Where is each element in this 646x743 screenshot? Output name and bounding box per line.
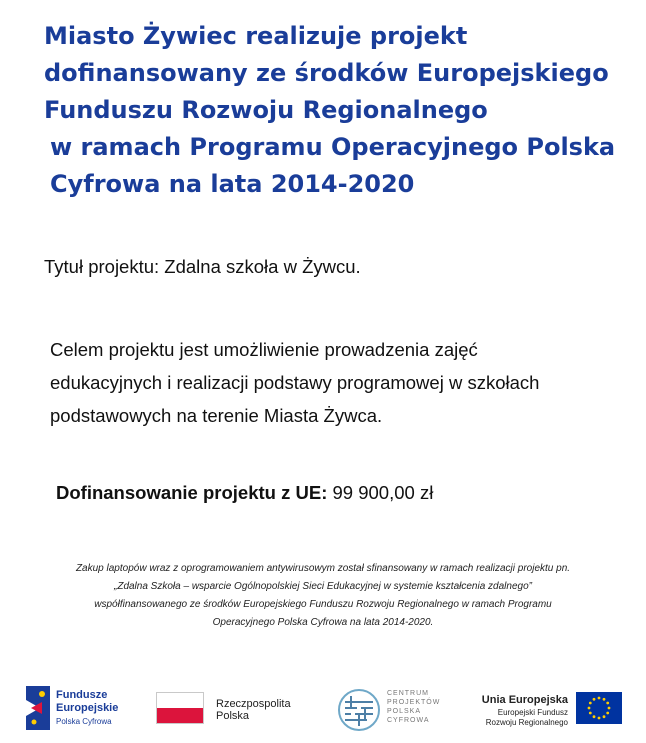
footnote-line: Operacyjnego Polska Cyfrowa na lata 2014-2020. (212, 617, 434, 628)
goal-line: Celem projektu jest umożliwienie prowadzenia zajęć (50, 339, 478, 360)
heading-line: Cyfrowa na lata 2014-2020 (50, 170, 415, 198)
project-goal (50, 333, 630, 432)
fundusze-line: Europejskie (56, 702, 119, 714)
funding-info (56, 482, 433, 504)
maze-icon (337, 688, 381, 732)
funding-label: Dofinansowanie projektu z UE: (56, 482, 328, 503)
eu-flag-icon (576, 692, 622, 724)
polish-flag-icon (156, 692, 204, 724)
project-title: Tytuł projektu: Zdalna szkoła w Żywcu. (44, 256, 361, 277)
ue-line: Rozwoju Regionalnego (485, 718, 568, 727)
fundusze-europejskie-icon (24, 686, 50, 730)
cppc-line: POLSKA (387, 708, 422, 715)
footnote-line: Zakup laptopów wraz z oprogramowaniem antywirusowym został sfinansowany w ramach realizacji projektu pn. (75, 563, 571, 574)
ue-title: Unia Europejska (481, 694, 568, 706)
heading-line: Miasto Żywiec realizuje projekt (44, 22, 468, 50)
cppc-logo (337, 680, 447, 736)
cppc-line: CENTRUM (387, 690, 429, 697)
rzeczpospolita-logo (156, 680, 306, 736)
ue-line: Europejski Fundusz (497, 708, 568, 717)
footnote (20, 560, 626, 632)
fundusze-subline: Polska Cyfrowa (56, 717, 112, 726)
heading-line: Funduszu Rozwoju Regionalnego (44, 96, 488, 124)
fundusze-line: Fundusze (56, 689, 108, 701)
goal-line: podstawowych na terenie Miasta Żywca. (50, 405, 383, 426)
heading-line: dofinansowany ze środków Europejskiego (44, 59, 609, 87)
rp-line: Rzeczpospolita (216, 698, 291, 710)
rp-line: Polska (216, 710, 250, 722)
fundusze-europejskie-logo (24, 680, 154, 736)
heading-line: w ramach Programu Operacyjnego Polska (50, 133, 616, 161)
page-heading (44, 18, 634, 203)
funding-value: 99 900,00 zł (332, 482, 434, 503)
cppc-line: CYFROWA (387, 717, 430, 724)
goal-line: edukacyjnych i realizacji podstawy programowej w szkołach (50, 372, 540, 393)
footnote-line: współfinansowanego ze środków Europejskiego Funduszu Rozwoju Regionalnego w ramach Programu (94, 599, 552, 610)
cppc-line: PROJEKTÓW (387, 699, 441, 706)
unia-europejska-logo (474, 680, 624, 736)
logo-bar (0, 680, 646, 736)
footnote-line: „Zdalna Szkoła – wsparcie Ogólnopolskiej Sieci Edukacyjnej w systemie kształcenia zdalnego” (114, 581, 532, 592)
